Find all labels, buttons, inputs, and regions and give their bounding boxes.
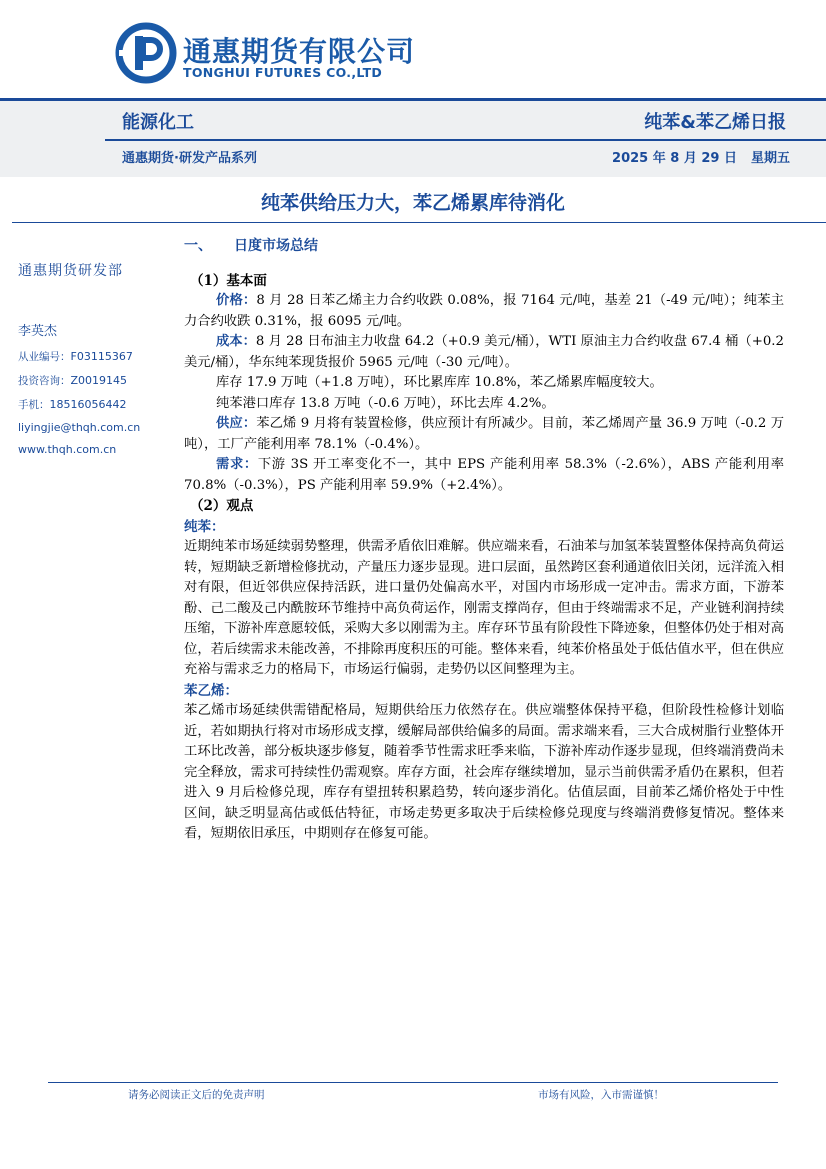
styrene-heading: 苯乙烯：: [184, 682, 238, 699]
benzene-paragraph: 近期纯苯市场延续弱势整理，供需矛盾依旧难解。供应端来看，石油苯与加氢苯装置整体保持高负荷运转，短期缺乏新增检修扰动，产量压力逐步显现。进口层面，虽然跨区套利通道依旧关闭，远洋流入相对有限，但近邻供应保持活跃，进口量仍处偏高水平，对国内市场形成一定冲击。需求方面，下游苯酚、己二酸及己内酰胺环节维持中高负荷运作，刚需支撑尚存，但由于终端需求不足，产业链利润持续压缩，下游补库意愿较低，采购大多以刚需为主。库存环节虽有阶段性下降迹象，但整体仍处于相对高位，若后续需求未能改善，不排除再度积压的可能。整体来看，纯苯价格虽处于低估值水平，但在供应充裕与需求乏力的格局下，市场运行偏弱，走势仍以区间整理为主。: [184, 539, 784, 677]
license-number: 从业编号：F03115367: [18, 350, 133, 363]
analyst-name: 李英杰: [18, 324, 58, 339]
cost-paragraph: 成本：8 月 28 日布油主力收盘 64.2（+0.9 美元/桶），WTI 原油主力合约收盘 67.4 桶（+0.2 美元/桶），华东纯苯现货报价 5965 元/吨（-30 元/吨）。: [184, 334, 784, 370]
company-name-cn: 通惠期货有限公司: [183, 35, 416, 68]
inventory-paragraph-2: 纯苯港口库存 13.8 万吨（-0.6 万吨），环比去库 4.2%。: [216, 395, 555, 411]
weekday-text: 星期五: [750, 151, 790, 166]
supply-paragraph: 供应：苯乙烯 9 月将有装置检修，供应预计有所减少。目前，苯乙烯周产量 36.9 万吨（-0.2 万吨），工厂产能利用率 78.1%（-0.4%）。: [184, 416, 785, 452]
analyst-sidebar: [18, 260, 168, 465]
report-body: [184, 236, 784, 845]
banner-divider: [105, 139, 826, 141]
department-name: 通惠期货研发部: [18, 263, 123, 279]
phone-number: 手机：18516056442: [18, 398, 127, 411]
date-text: 2025 年 8 月 29 日: [612, 151, 737, 166]
report-date: [598, 147, 790, 166]
email-link[interactable]: liyingjie@thqh.com.cn: [18, 421, 141, 434]
title-underline: [12, 222, 826, 223]
risk-warning: 市场有风险，入市需谨慎！: [538, 1089, 664, 1101]
advisory-number: 投资咨询：Z0019145: [18, 374, 128, 387]
demand-paragraph: 需求：下游 3S 开工率变化不一，其中 EPS 产能利用率 58.3%（-2.6%），ABS 产能利用率 70.8%（-0.3%），PS 产能利用率 59.9%（+2.4%）。: [184, 457, 785, 493]
website-link[interactable]: www.thqh.com.cn: [18, 443, 117, 456]
series-label: 通惠期货·研发产品系列: [122, 151, 257, 166]
benzene-heading: 纯苯：: [184, 518, 225, 535]
subsection-fundamentals: （1）基本面: [190, 272, 267, 289]
report-headline: 纯苯供给压力大，苯乙烯累库待消化: [260, 192, 565, 214]
price-paragraph: 价格：8 月 28 日苯乙烯主力合约收跌 0.08%，报 7164 元/吨，基差 21（-49 元/吨）；纯苯主力合约收跌 0.31%，报 6095 元/吨。: [184, 293, 785, 329]
sector-title: 能源化工: [122, 112, 194, 133]
report-type-title: 纯苯&苯乙烯日报: [644, 112, 786, 133]
company-name-en: TONGHUI FUTURES CO.,LTD: [183, 65, 383, 80]
styrene-paragraph: 苯乙烯市场延续供需错配格局，短期供给压力依然存在。供应端整体保持平稳，但阶段性检修计划临近，若如期执行将对市场形成支撑，缓解局部供给偏多的局面。需求端来看，三大合成树脂行业整体开工环比改善，部分板块逐步修复，随着季节性需求旺季来临，下游补库动作逐步显现，但终端消费尚未完全释放，需求可持续性仍需观察。库存方面，社会库存继续增加，显示当前供需矛盾仍在累积，但若进入 9 月后检修兑现，库存有望扭转积累趋势，转向逐步消化。估值层面，目前苯乙烯价格处于中性区间，缺乏明显高估或低估特征，市场走势更多取决于后续检修兑现度与终端消费修复情况。整体来看，短期依旧承压，中期则存在修复可能。: [184, 703, 784, 841]
subsection-views: （2）观点: [190, 498, 254, 514]
section-heading: 一、 日度市场总结: [184, 238, 318, 254]
inventory-paragraph-1: 库存 17.9 万吨（+1.8 万吨），环比累库库 10.8%，苯乙烯累库幅度较大。: [216, 375, 663, 390]
company-logo-icon: [115, 22, 177, 84]
disclaimer-note: 请务必阅读正文后的免责声明: [128, 1089, 265, 1101]
footer-divider: [48, 1082, 778, 1083]
